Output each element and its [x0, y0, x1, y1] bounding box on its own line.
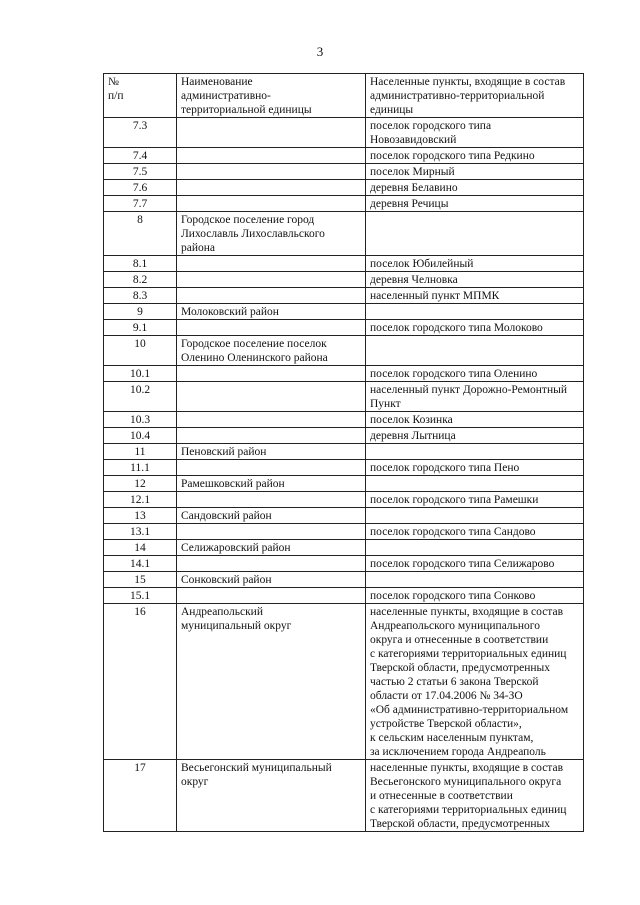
row-unit-name [177, 588, 366, 604]
row-number: 7.3 [104, 118, 177, 148]
table-row [104, 524, 584, 540]
row-unit-name [177, 556, 366, 572]
table-row [104, 304, 584, 320]
row-settlements: деревня Челновка [366, 272, 584, 288]
row-number: 10.2 [104, 382, 177, 412]
row-unit-name [177, 460, 366, 476]
row-number: 15 [104, 572, 177, 588]
row-settlements: поселок городского типа Редкино [366, 148, 584, 164]
row-unit-name: Городское поселение город Лихославль Лихославльского района [177, 212, 366, 256]
row-unit-name [177, 320, 366, 336]
row-number: 11 [104, 444, 177, 460]
table-row [104, 320, 584, 336]
row-unit-name: Рамешковский район [177, 476, 366, 492]
table-row [104, 212, 584, 256]
row-number: 12 [104, 476, 177, 492]
row-settlements: поселок городского типа Оленино [366, 366, 584, 382]
row-unit-name [177, 180, 366, 196]
table-row [104, 148, 584, 164]
row-unit-name [177, 164, 366, 180]
table-row [104, 556, 584, 572]
row-settlements [366, 212, 584, 256]
row-number: 8 [104, 212, 177, 256]
row-number: 15.1 [104, 588, 177, 604]
row-settlements: поселок Козинка [366, 412, 584, 428]
row-unit-name: Андреапольский муниципальный округ [177, 604, 366, 760]
row-number: 9 [104, 304, 177, 320]
row-settlements [366, 336, 584, 366]
row-unit-name [177, 428, 366, 444]
row-unit-name: Сандовский район [177, 508, 366, 524]
table-row [104, 492, 584, 508]
table-row [104, 412, 584, 428]
header-unit-name: Наименование административно- территориальной единицы [177, 74, 366, 118]
table-row [104, 460, 584, 476]
table-row [104, 508, 584, 524]
header-settlements: Населенные пункты, входящие в состав административно-территориальной единицы [366, 74, 584, 118]
header-number: № п/п [104, 74, 177, 118]
row-unit-name [177, 366, 366, 382]
row-unit-name: Селижаровский район [177, 540, 366, 556]
table-row [104, 572, 584, 588]
row-unit-name: Городское поселение поселок Оленино Оленинского района [177, 336, 366, 366]
row-settlements: деревня Лытница [366, 428, 584, 444]
row-unit-name [177, 524, 366, 540]
row-unit-name [177, 118, 366, 148]
row-unit-name [177, 492, 366, 508]
table-row [104, 760, 584, 832]
table-row [104, 444, 584, 460]
row-settlements: населенные пункты, входящие в состав Андреапольского муниципального округа и отнесенные в соответствии с категориями территориальных единиц Тверской области, предусмотренных частью 2 статьи 6 закона Тверской области от 17.04.2006 № 34-ЗО «Об административно-территориальном устройстве Тверской области», к сельским населенным пунктам, за исключением города Андреаполь [366, 604, 584, 760]
row-number: 7.7 [104, 196, 177, 212]
row-unit-name [177, 272, 366, 288]
table-row [104, 382, 584, 412]
row-number: 8.2 [104, 272, 177, 288]
row-settlements [366, 572, 584, 588]
row-unit-name [177, 382, 366, 412]
row-settlements [366, 508, 584, 524]
row-number: 10.3 [104, 412, 177, 428]
table-row [104, 604, 584, 760]
row-settlements: поселок городского типа Сандово [366, 524, 584, 540]
table-row [104, 118, 584, 148]
row-number: 10 [104, 336, 177, 366]
row-settlements: поселок городского типа Пено [366, 460, 584, 476]
row-unit-name [177, 196, 366, 212]
row-unit-name: Пеновский район [177, 444, 366, 460]
row-number: 11.1 [104, 460, 177, 476]
row-number: 17 [104, 760, 177, 832]
table-row [104, 366, 584, 382]
row-settlements: поселок Юбилейный [366, 256, 584, 272]
row-settlements: поселок городского типа Новозавидовский [366, 118, 584, 148]
row-number: 14 [104, 540, 177, 556]
row-number: 7.5 [104, 164, 177, 180]
row-unit-name [177, 148, 366, 164]
page-number: 3 [316, 44, 324, 59]
table-row [104, 428, 584, 444]
row-number: 7.6 [104, 180, 177, 196]
row-unit-name [177, 288, 366, 304]
table-row [104, 288, 584, 304]
table-row [104, 588, 584, 604]
table-row [104, 476, 584, 492]
row-settlements: деревня Речицы [366, 196, 584, 212]
row-settlements: поселок городского типа Молоково [366, 320, 584, 336]
row-unit-name: Весьегонский муниципальный округ [177, 760, 366, 832]
row-settlements: населенные пункты, входящие в состав Весьегонского муниципального округа и отнесенные в соответствии с категориями территориальных единиц Тверской области, предусмотренных [366, 760, 584, 832]
table-row [104, 256, 584, 272]
row-unit-name [177, 412, 366, 428]
row-number: 10.1 [104, 366, 177, 382]
row-number: 8.3 [104, 288, 177, 304]
settlements-table [103, 73, 584, 832]
row-number: 12.1 [104, 492, 177, 508]
table-row [104, 196, 584, 212]
table-row [104, 272, 584, 288]
table-row [104, 540, 584, 556]
row-unit-name: Молоковский район [177, 304, 366, 320]
table-row [104, 336, 584, 366]
row-settlements: поселок городского типа Сонково [366, 588, 584, 604]
row-number: 14.1 [104, 556, 177, 572]
row-settlements: поселок Мирный [366, 164, 584, 180]
table-row [104, 180, 584, 196]
row-number: 7.4 [104, 148, 177, 164]
row-settlements: поселок городского типа Селижарово [366, 556, 584, 572]
row-settlements: деревня Белавино [366, 180, 584, 196]
row-settlements [366, 476, 584, 492]
row-number: 13 [104, 508, 177, 524]
row-unit-name [177, 256, 366, 272]
row-number: 9.1 [104, 320, 177, 336]
table-header-row [104, 74, 584, 118]
row-settlements [366, 540, 584, 556]
row-settlements: населенный пункт МПМК [366, 288, 584, 304]
row-number: 10.4 [104, 428, 177, 444]
row-settlements: поселок городского типа Рамешки [366, 492, 584, 508]
row-settlements: населенный пункт Дорожно-Ремонтный Пункт [366, 382, 584, 412]
row-number: 8.1 [104, 256, 177, 272]
row-number: 13.1 [104, 524, 177, 540]
row-settlements [366, 304, 584, 320]
row-settlements [366, 444, 584, 460]
row-unit-name: Сонковский район [177, 572, 366, 588]
row-number: 16 [104, 604, 177, 760]
table-body [104, 74, 584, 832]
table-row [104, 164, 584, 180]
